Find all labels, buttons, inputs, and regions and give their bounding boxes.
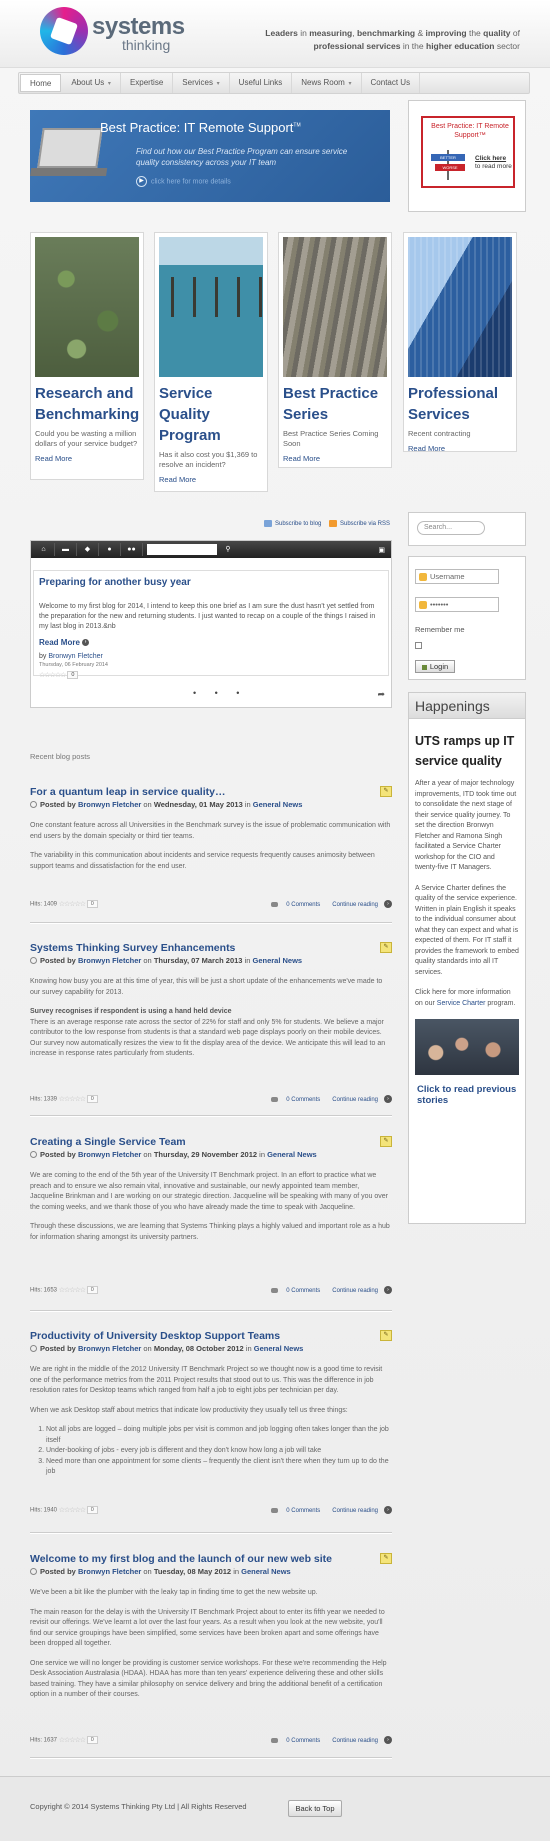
feature-card-title[interactable]: Research and Benchmarking xyxy=(35,385,140,423)
continue-reading-label: Continue reading xyxy=(332,1737,378,1744)
rating-stars-icon[interactable]: ☆☆☆☆☆ xyxy=(58,1096,86,1103)
rating-stars-icon[interactable]: ☆☆☆☆☆ xyxy=(58,901,86,908)
share-icon[interactable]: ➦ xyxy=(377,689,385,699)
user-icon[interactable]: ● xyxy=(99,543,121,556)
blog-post xyxy=(30,1136,392,1298)
feature-card xyxy=(278,232,392,468)
post-separator xyxy=(30,922,392,924)
remember-me-label: Remember me xyxy=(415,625,465,634)
arrow-right-icon: › xyxy=(384,1736,392,1744)
side-ad-click[interactable]: Click here to read more xyxy=(475,155,512,170)
logo-mark-icon xyxy=(40,7,88,55)
clock-icon xyxy=(30,1345,37,1352)
featured-blog-post xyxy=(33,570,389,679)
tagline-segment: in xyxy=(297,28,310,38)
continue-reading-link[interactable] xyxy=(326,1738,392,1744)
post-meta xyxy=(30,800,392,809)
lock-icon[interactable]: ▣ xyxy=(378,546,385,554)
post-title[interactable]: For a quantum leap in service quality… xyxy=(30,786,226,798)
happenings-box xyxy=(408,692,526,1224)
post-on-label: on xyxy=(143,956,152,965)
post-title[interactable]: Welcome to my first blog and the launch of our new web site xyxy=(30,1553,333,1565)
rating-stars-icon[interactable]: ☆☆☆☆☆ xyxy=(58,1507,86,1514)
subscribe-rss-link[interactable]: Subscribe via RSS xyxy=(329,520,390,527)
post-separator xyxy=(30,1310,392,1312)
main-nav xyxy=(18,72,530,94)
post-paragraph: When we ask Desktop staff about metrics that indicate low productivity they usually tell us three things: xyxy=(30,1406,348,1414)
post-category-link[interactable]: General News xyxy=(253,1344,304,1353)
blog-toolbar xyxy=(31,541,391,558)
comments-link[interactable] xyxy=(265,1288,320,1294)
banner-description: Find out how our Best Practice Program can ensure service quality consistency across your IT team xyxy=(136,147,348,167)
nav-item-label: About Us xyxy=(71,78,105,87)
post-author-link[interactable]: Bronwyn Fletcher xyxy=(77,1567,142,1576)
happenings-photo xyxy=(415,1019,519,1075)
feature-card-title[interactable]: Service Quality Program xyxy=(159,385,221,444)
banner-link[interactable]: ▶ click here for more details xyxy=(136,176,231,187)
tagline-segment: & xyxy=(415,28,426,38)
rating-stars-icon[interactable]: ☆☆☆☆☆ xyxy=(58,1287,86,1294)
featured-post-byline: by Bronwyn Fletcher xyxy=(39,653,103,660)
post-paragraph: We are right in the middle of the 2012 University IT Benchmark Project so we thought now is a good time to revisit one of the performance metrics from the 2011 Project results that stood out to us. This was the difference in job resolution rates for Desktop teams which ranged from half a job to eight jobs per technician per day. xyxy=(30,1366,383,1394)
sidebar-search-box xyxy=(408,512,526,546)
post-author-link[interactable]: Bronwyn Fletcher xyxy=(77,956,142,965)
post-actions xyxy=(259,1095,392,1103)
post-category-link[interactable]: General News xyxy=(267,1150,317,1159)
post-in-label: in xyxy=(245,1344,252,1353)
post-date: Thursday, 29 November 2012 xyxy=(153,1150,258,1159)
play-icon: ▶ xyxy=(136,176,147,187)
tagline xyxy=(250,27,520,53)
nav-item-contact-us[interactable] xyxy=(362,73,421,93)
site-header xyxy=(0,0,550,68)
comments-label: 0 Comments xyxy=(286,1507,321,1514)
nav-item-label: Home xyxy=(30,79,52,88)
comment-icon xyxy=(271,1097,278,1102)
search-icon[interactable]: ⚲ xyxy=(225,546,231,553)
remember-me-checkbox[interactable] xyxy=(415,642,422,649)
hits-count: 1940 xyxy=(43,1507,58,1514)
post-subheading: Survey recognises if respondent is using a hand held device xyxy=(30,1008,232,1015)
nav-item-about-us[interactable] xyxy=(62,73,121,93)
arrow-right-icon: › xyxy=(384,1506,392,1514)
continue-reading-link[interactable] xyxy=(326,1288,392,1294)
feature-card-image[interactable] xyxy=(408,237,512,377)
blog-post xyxy=(30,942,392,1107)
post-list-item: 1. Not all jobs are logged – doing multiple jobs per visit is common and job logging often takes longer than the job itself xyxy=(46,1425,392,1446)
user-icon xyxy=(419,573,427,581)
tagline-segment: , xyxy=(352,28,357,38)
tag-icon[interactable]: ◆ xyxy=(77,543,99,556)
blog-post xyxy=(30,1330,392,1518)
blog-post xyxy=(30,1553,392,1748)
comments-link[interactable] xyxy=(265,1738,320,1744)
rss-icon xyxy=(329,520,337,527)
feature-card-image[interactable] xyxy=(283,237,387,377)
username-field[interactable]: Username xyxy=(415,569,499,584)
logo-name: systems xyxy=(92,13,185,40)
previous-stories-link[interactable]: Click to read previous stories xyxy=(417,1084,517,1106)
post-paragraph: There is an average response rate across the sector of 22% for staff and only 5% for students. We believe a major contributor to the low response from students is that a standard web page displays poorly on their mobile devices. Our survey now automatically resizes the view to fit the display area of the device. We anticipate this will lead to an increase in response rates particularly from students. xyxy=(30,1018,386,1057)
banner-best-practice[interactable] xyxy=(30,110,390,202)
rating-stars-icon[interactable]: ☆☆☆☆☆ xyxy=(58,1737,86,1744)
email-icon xyxy=(264,520,272,527)
post-category-link[interactable]: General News xyxy=(241,1567,291,1576)
post-on-label: on xyxy=(143,1344,152,1353)
sidebar-search-input[interactable]: Search... xyxy=(417,521,485,535)
feature-card-title[interactable]: Best Practice Series xyxy=(283,385,379,423)
post-date: Tuesday, 08 May 2012 xyxy=(153,1567,232,1576)
feature-card xyxy=(30,232,144,480)
post-in-label: in xyxy=(233,1567,240,1576)
blog-post xyxy=(30,786,392,912)
post-list-item: 3. Need more than one appointment for some clients – frequently the client isn't there when they turn up to do the job xyxy=(46,1457,392,1478)
post-date: Monday, 08 October 2012 xyxy=(153,1344,244,1353)
posted-by-label: Posted by xyxy=(40,800,76,809)
continue-reading-label: Continue reading xyxy=(332,1287,378,1294)
post-paragraph: We've been a bit like the plumber with the leaky tap in finding time to get the new website up. xyxy=(30,1589,318,1596)
rating-count: 0 xyxy=(87,900,98,908)
comment-icon xyxy=(271,1508,278,1513)
featured-author-link[interactable]: Bronwyn Fletcher xyxy=(48,653,103,660)
edit-icon[interactable]: ✎ xyxy=(380,1553,392,1564)
post-footer xyxy=(30,1736,392,1744)
recent-posts-label: Recent blog posts xyxy=(30,752,91,761)
post-body xyxy=(30,821,392,872)
tagline-segment: sector xyxy=(494,41,520,51)
chevron-down-icon: ▾ xyxy=(106,81,111,87)
folder-icon[interactable]: ▬ xyxy=(55,543,77,556)
post-actions xyxy=(259,1506,392,1514)
laptop-icon xyxy=(37,128,103,168)
post-meta xyxy=(30,1567,392,1576)
post-author-link[interactable]: Bronwyn Fletcher xyxy=(77,1344,142,1353)
post-paragraph: Knowing how busy you are at this time of year, this will be just a short update of the enhancements we've made to our survey capability for 2013. xyxy=(30,978,383,996)
clock-icon xyxy=(30,1151,37,1158)
continue-reading-label: Continue reading xyxy=(332,901,378,908)
comments-label: 0 Comments xyxy=(286,901,321,908)
post-paragraph: The main reason for the delay is with the University IT Benchmark Project about to enter its fifth year we needed to revisit our offerings. We've learnt a lot over the last four years. As a result when you look at the new website, you'll find our service groupings have been simplified, some services have been broken apart and some offerings have been dropped all together. xyxy=(30,1608,385,1647)
side-ad-title: Best Practice: IT Remote Support™ xyxy=(431,123,509,139)
login-box xyxy=(408,556,526,680)
signpost-icon: BETTER WORSE xyxy=(429,150,469,180)
featured-post-excerpt: Welcome to my first blog for 2014, I intend to keep this one brief as I am sure the dust hasn't yet settled from the preparation for the new and returning students. I just wanted to recap on a couple of the things I raised in my last blog in 2013.&nb xyxy=(39,603,376,630)
feature-card-title[interactable]: Professional Services xyxy=(408,385,499,423)
rating-count: 0 xyxy=(87,1506,98,1514)
side-ad-remote-support[interactable] xyxy=(408,100,526,212)
post-meta xyxy=(30,1150,392,1159)
continue-reading-label: Continue reading xyxy=(332,1096,378,1103)
chevron-down-icon: ▾ xyxy=(214,81,220,87)
post-paragraph: One constant feature across all Universities in the Benchmark survey is the issue of problematic communication with end users by the domain specialty or third tier teams. xyxy=(30,822,391,840)
happenings-story-title[interactable]: UTS ramps up IT service quality xyxy=(415,734,515,768)
nav-item-services[interactable] xyxy=(173,73,229,93)
hits-count: 1637 xyxy=(43,1737,58,1744)
nav-item-label: News Room xyxy=(301,78,345,87)
feature-card-read-more[interactable]: Read More xyxy=(35,454,73,463)
post-date: Wednesday, 01 May 2013 xyxy=(153,800,243,809)
continue-reading-link[interactable] xyxy=(326,1508,392,1514)
feature-card-description: Has it also cost you $1,369 to resolve an incident? xyxy=(159,450,258,469)
happenings-story-text: After a year of major technology improvements, ITD took time out to consolidate the next stage of their service quality journey. To set the direction Bronwyn Fletcher and Ramona Singh facilitated a Service Charter workshop for the CIO and twenty-five IT Managers. A Service Charter defines the quality of the service experience. Written in plain English it speaks to the individual consumer about what they can expect and what is expected of them. For IT staff it provides the framework to embed quality standards into all IT services. Click here for more information on our Service Charter program. xyxy=(415,780,519,1007)
featured-read-more[interactable]: Read More › xyxy=(39,638,383,647)
tagline-segment: improving xyxy=(425,28,467,38)
arrow-right-icon: › xyxy=(384,1095,392,1103)
post-on-label: on xyxy=(143,1567,152,1576)
continue-reading-link[interactable] xyxy=(326,1097,392,1103)
arrow-right-icon: › xyxy=(384,900,392,908)
featured-post-title[interactable]: Preparing for another busy year xyxy=(39,577,191,588)
feature-card xyxy=(403,232,517,452)
comments-label: 0 Comments xyxy=(286,1737,321,1744)
feature-card-read-more[interactable]: Read More xyxy=(408,444,446,453)
post-paragraph: The variability in this communication about incidents and service requests frequently causes animosity between support teams and dissatisfaction for the end user. xyxy=(30,852,375,870)
post-list xyxy=(46,1425,392,1478)
arrow-right-icon: › xyxy=(82,639,89,646)
post-category-link[interactable]: General News xyxy=(252,956,303,965)
clock-icon xyxy=(30,957,37,964)
site-footer xyxy=(0,1776,550,1841)
nav-item-useful-links[interactable] xyxy=(230,73,293,93)
clock-icon xyxy=(30,1568,37,1575)
hits-label: Hits: xyxy=(30,1096,42,1103)
rating-count: 0 xyxy=(87,1736,98,1744)
comments-link[interactable] xyxy=(265,1508,320,1514)
tagline-segment: higher education xyxy=(426,41,495,51)
feature-card-read-more[interactable]: Read More xyxy=(283,454,321,463)
post-in-label: in xyxy=(244,800,251,809)
nav-item-label: Contact Us xyxy=(370,78,411,87)
post-separator xyxy=(30,1115,392,1117)
post-paragraph: One service we will no longer be providing is customer service workshops. For these we're recommending the Help Desk Association Australasia (HDAA). HDAA has more than ten years' experience delivering these and other skills based training. They have a similar philosophy on service delivery and bring the additional benefit of a certification option in a number of their courses. xyxy=(30,1659,387,1698)
nav-item-label: Useful Links xyxy=(238,78,283,87)
post-footer xyxy=(30,1506,392,1514)
happenings-heading: Happenings xyxy=(409,693,525,719)
blog-search-input[interactable] xyxy=(147,544,217,555)
tagline-segment: quality xyxy=(483,28,511,38)
featured-post-date: Thursday, 06 February 2014 xyxy=(39,662,108,668)
chevron-down-icon: ▾ xyxy=(346,81,352,87)
post-footer xyxy=(30,1095,392,1103)
back-to-top-button[interactable]: Back to Top xyxy=(288,1800,342,1817)
blog-widget xyxy=(30,540,392,708)
post-title[interactable]: Creating a Single Service Team xyxy=(30,1136,186,1148)
post-title[interactable]: Productivity of University Desktop Support Teams xyxy=(30,1330,281,1342)
feature-card-description: Recent contracting xyxy=(408,429,471,438)
arrow-right-icon: › xyxy=(384,1286,392,1294)
rating-count: 0 xyxy=(87,1095,98,1103)
continue-reading-label: Continue reading xyxy=(332,1507,378,1514)
post-on-label: on xyxy=(143,800,152,809)
edit-icon[interactable]: ✎ xyxy=(380,942,392,953)
banner-title: Best Practice: IT Remote Support™ xyxy=(100,120,301,135)
nav-item-label: Expertise xyxy=(129,78,164,87)
carousel-dots[interactable]: • • • xyxy=(193,688,248,698)
comments-label: 0 Comments xyxy=(286,1096,321,1103)
tagline-segment: the xyxy=(466,28,484,38)
lock-icon xyxy=(419,601,427,609)
tagline-segment: in the xyxy=(400,41,426,51)
clock-icon xyxy=(30,801,37,808)
post-actions xyxy=(259,1286,392,1294)
post-footer xyxy=(30,1286,392,1294)
post-list-item: 2. Under-booking of jobs - every job is different and they don't know how long a job will take xyxy=(46,1446,392,1457)
post-in-label: in xyxy=(259,1150,265,1159)
comments-link[interactable] xyxy=(265,1097,320,1103)
hits-label: Hits: xyxy=(30,1287,42,1294)
post-actions xyxy=(259,900,392,908)
posted-by-label: Posted by xyxy=(40,956,76,965)
rating-count: 0 xyxy=(67,671,78,679)
edit-icon[interactable]: ✎ xyxy=(380,786,392,797)
featured-rating xyxy=(39,671,383,679)
service-charter-link[interactable]: Service Charter xyxy=(436,999,486,1007)
comments-label: 0 Comments xyxy=(286,1287,321,1294)
post-title[interactable]: Systems Thinking Survey Enhancements xyxy=(30,942,236,954)
continue-reading-link[interactable] xyxy=(326,902,392,908)
tagline-segment: benchmarking xyxy=(356,28,416,38)
hits-count: 1409 xyxy=(43,901,58,908)
post-paragraph: Through these discussions, we are learning that Systems Thinking plays a highly valued and important role as a hub for information sharing amongst its university partners. xyxy=(30,1223,390,1241)
post-in-label: in xyxy=(244,956,251,965)
posted-by-label: Posted by xyxy=(40,1344,76,1353)
feature-card-description: Could you be wasting a million dollars of your service budget? xyxy=(35,429,138,448)
post-on-label: on xyxy=(143,1150,152,1159)
users-icon[interactable]: ●● xyxy=(121,543,143,556)
feature-card xyxy=(154,232,268,492)
comment-icon xyxy=(271,1738,278,1743)
post-actions xyxy=(259,1736,392,1744)
post-category-link[interactable]: General News xyxy=(252,800,303,809)
hits-count: 1339 xyxy=(43,1096,58,1103)
post-date: Thursday, 07 March 2013 xyxy=(153,956,243,965)
hits-label: Hits: xyxy=(30,1507,42,1514)
tagline-segment: measuring xyxy=(309,28,353,38)
side-ad-frame xyxy=(421,116,515,188)
feature-card-read-more[interactable]: Read More xyxy=(159,475,197,484)
feature-card-image[interactable] xyxy=(159,237,263,377)
hits-label: Hits: xyxy=(30,901,42,908)
subscribe-blog-link[interactable]: Subscribe to blog xyxy=(264,520,321,527)
posted-by-label: Posted by xyxy=(40,1150,76,1159)
post-paragraph: We are coming to the end of the 5th year of the University IT Benchmark project. In an effort to practice what we preach and to ensure we also remain vital, innovative and sustainable, our newly appointed team member, Jacqueline Brinkman and I are working on our strategic direction. Jacqueline will be speaking with many of you over the coming weeks, and we thank those of you who have already made the time to speak with Jacqueline. xyxy=(30,1172,388,1211)
password-field[interactable]: ••••••• xyxy=(415,597,499,612)
rating-stars-icon[interactable]: ☆☆☆☆☆ xyxy=(39,672,66,679)
post-body xyxy=(30,1365,392,1478)
post-separator xyxy=(30,1532,392,1534)
logo[interactable] xyxy=(40,7,185,57)
post-body xyxy=(30,977,392,1060)
nav-item-expertise[interactable] xyxy=(121,73,173,93)
hits-count: 1653 xyxy=(43,1287,58,1294)
nav-item-home[interactable] xyxy=(20,74,61,92)
comment-icon xyxy=(271,902,278,907)
posted-by-label: Posted by xyxy=(40,1567,76,1576)
edit-icon[interactable]: ✎ xyxy=(380,1330,392,1341)
post-meta xyxy=(30,1344,392,1353)
post-meta xyxy=(30,956,392,965)
copyright: Copyright © 2014 Systems Thinking Pty Ltd | All Rights Reserved xyxy=(30,1802,247,1811)
post-footer xyxy=(30,900,392,908)
feature-card-image[interactable] xyxy=(35,237,139,377)
nav-item-news-room[interactable] xyxy=(292,73,361,93)
post-author-link[interactable]: Bronwyn Fletcher xyxy=(77,1150,142,1159)
rating-count: 0 xyxy=(87,1286,98,1294)
feature-card-description: Best Practice Series Coming Soon xyxy=(283,429,379,448)
post-body xyxy=(30,1171,392,1243)
post-author-link[interactable]: Bronwyn Fletcher xyxy=(77,800,142,809)
post-separator xyxy=(30,1757,392,1759)
tagline-segment: Leaders xyxy=(265,28,298,38)
login-button[interactable]: Login xyxy=(415,660,455,673)
tagline-segment: of xyxy=(510,28,520,38)
hits-label: Hits: xyxy=(30,1737,42,1744)
post-body xyxy=(30,1588,392,1701)
edit-icon[interactable]: ✎ xyxy=(380,1136,392,1147)
comments-link[interactable] xyxy=(265,902,320,908)
logo-subname: thinking xyxy=(122,37,171,53)
comment-icon xyxy=(271,1288,278,1293)
tagline-segment: professional services xyxy=(313,41,401,51)
home-icon[interactable]: ⌂ xyxy=(33,543,55,556)
nav-item-label: Services xyxy=(182,78,213,87)
